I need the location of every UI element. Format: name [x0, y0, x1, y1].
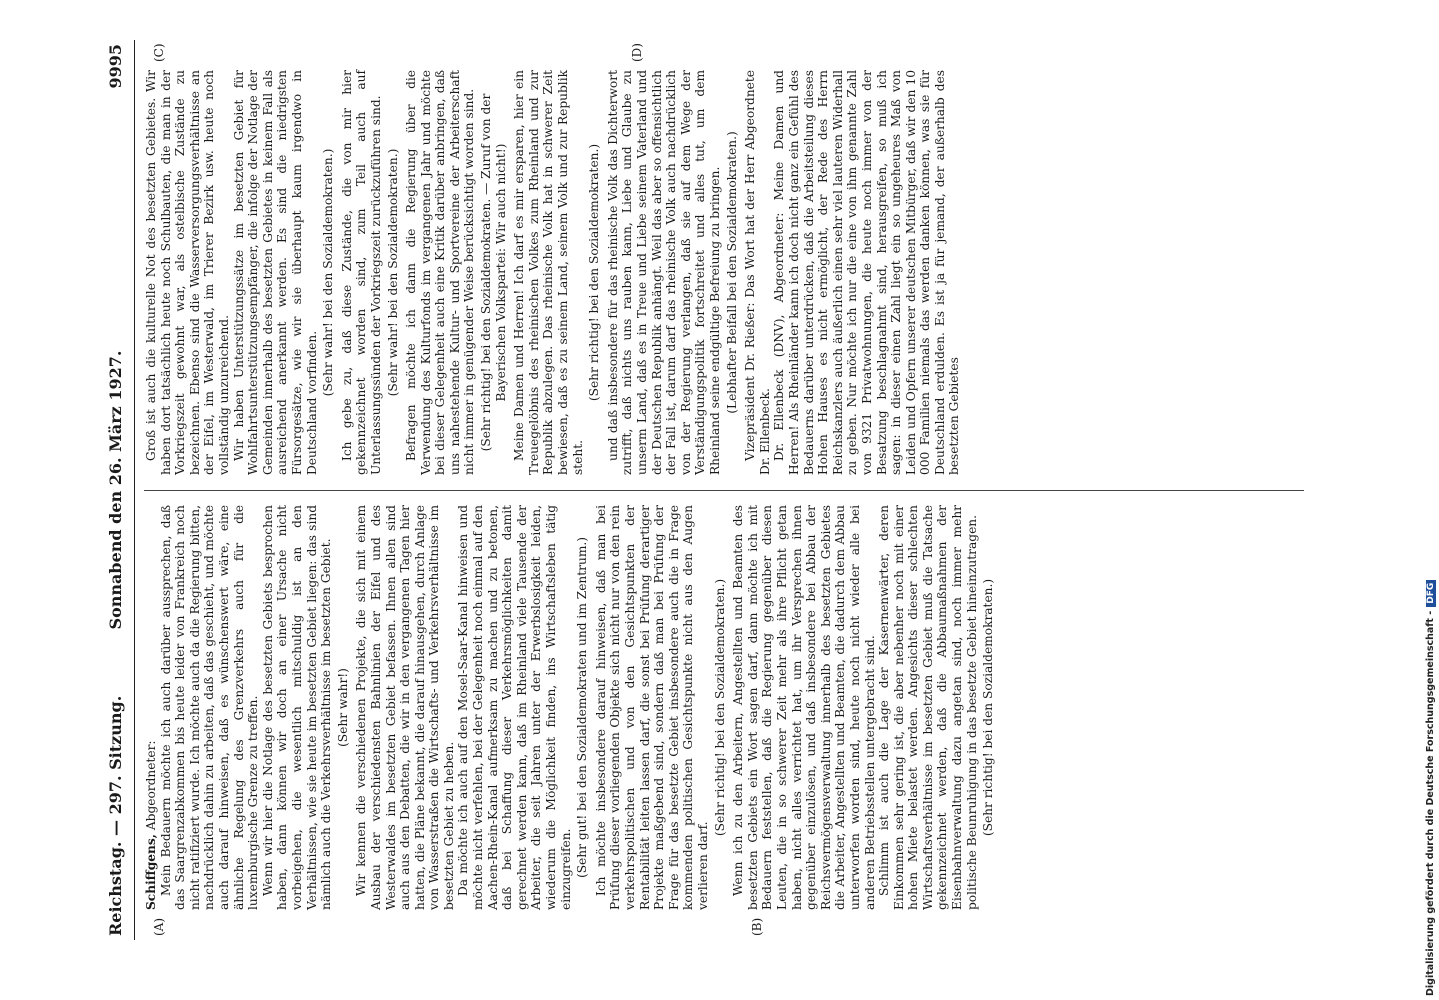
interjection: (Sehr wahr! bei den Sozialdemokraten.): [321, 148, 336, 397]
interjection: (Sehr wahr!): [335, 668, 350, 747]
funding-credit: [1425, 0, 1439, 996]
paragraph: Groß ist auch die kulturelle Not des besetzten Gebietes. Wir haben dort tatsächlich heute noch Schulbauten, die man in der Vorkriegszeit gewohnt war, als ostelbische Zustände zu bezeichnen. Ebenso sind die Wasserversorgungsverhältnisse an der Eifel, im Westerwald, im Trierer Bezirk usw. heute noch vollständig unzureichend.: [144, 70, 231, 475]
speaker-role: Abgeordneter:: [144, 740, 158, 831]
speaker-line: [144, 505, 159, 910]
page-header: [100, 40, 135, 940]
header-session: Reichstag. — 297. Sitzung.: [106, 695, 125, 936]
paragraph: Ich möchte insbesondere darauf hinweisen, daß man bei Prüfung dieser vorliegenden Objekte sich nicht nur von den rein verkehrspolitischen und von den Gesichtspunkten der Rentabilität leiten lassen darf, die sonst bei Prüfung derartiger Projekte maßgebend sind, sondern daß man bei Prüfung der Frage für das besetzte Gebiet insbesondere auch die in Frage kommenden politischen Gesichtspunkte nicht aus den Augen verlieren darf.: [593, 505, 710, 910]
paragraph: Meine Damen und Herren! Ich darf es mir ersparen, hier ein Treuegelöbnis des rheinischen Volkes zum Rheinland und zur Republik abzulegen. Das rheinische Volk hat in schwerer Zeit bewiesen, daß es zu seinem Land, seinem Volk und zur Republik steht.: [512, 70, 585, 475]
paragraph: Befragen möchte ich dann die Regierung über die Verwendung des Kulturfonds im vergangenen Jahr und möchte bei dieser Gelegenheit auch eine Kritik darüber anbringen, daß uns nahestehende Kultur- und Sportvereine der Arbeiterschaft nicht immer in genügender Weise berücksichtigt worden sind.: [404, 70, 477, 475]
left-text-column: [144, 505, 1314, 910]
interjection: (Sehr gut! bei den Sozialdemokraten und im Zentrum.): [575, 536, 590, 879]
paragraph: Dr. Ellenbeck (DNV), Abgeordneter: Meine Damen und Herren! Als Rheinländer kann ich doch nicht ganz ein Gefühl des Bedauerns darüber unterdrücken, daß die Arbeitsteilung dieses Hohen Hauses es nicht ermöglicht, der Rede des Herrn Reichskanzlers auch äußerlich einen sehr viel lauteren Widerhall zu geben. Nur möchte ich nur die eine von ihm genannte Zahl von 9321 Privatwohnungen, die heute noch immer von der Besatzung beschlagnahmt sind, herausgreifen, so muß ich sagen: in dieser einen Zahl liegt ein so ungeheures Maß von Leiden und Opfern unserer deutschen Mitbürger, daß wir den 10 000 Familien niemals das werden danken können, was sie für Deutschland erdulden. Es ist ja für jemand, der außerhalb des besetzten Gebietes: [772, 70, 962, 475]
interjection: (Sehr wahr! bei den Sozialdemokraten.): [385, 148, 400, 397]
paragraph: Da möchte ich auch auf den Mosel-Saar-Kanal hinweisen und möchte nicht verfehlen, bei der Gelegenheit noch einmal auf den Aachen-Rhein-Kanal aufmerksam zu machen und zu betonen, daß bei Schaffung dieser Verkehrsmöglichkeiten damit gerechnet werden kann, daß im Rheinland viele Tausende der Arbeiter, die seit Jahren unter der Erwerbslosigkeit leiden, wiederum die Möglichkeit finden, ins Wirtschaftsleben tätig einzugreifen.: [456, 505, 573, 910]
interjection: (Sehr richtig! bei den Sozialdemokraten.): [712, 578, 727, 837]
paragraph: Wir kennen die verschiedenen Projekte, die sich mit einem Ausbau der verschiedensten Bahnlinien der Eifel und des Westerwaldes im besetzten Gebiet befassen. Ihnen allen sind auch aus den Debatten, die wir in den vergangenen Tagen hier hatten, die Pläne bekannt, die darauf hinausgehen, durch Anlage von Wasserstraßen die Wirtschafts- und Verkehrsverhältnisse im besetzten Gebiet zu heben.: [354, 505, 456, 910]
section-marker-c: (C): [152, 43, 166, 62]
right-text-column: [144, 70, 1314, 475]
section-marker-d: (D): [630, 43, 644, 62]
paragraph: Schlimm ist auch die Lage der Kasernenwärter, deren Einkommen sehr gering ist, die aber nebenher noch mit einer hohen Miete belastet werden. Angesichts dieser schlechten Wirtschaftsverhältnisse im besetzten Gebiet muß die Tatsache gekennzeichnet werden, daß die Abbaumaßnahmen der Eisenbahnverwaltung dazu angetan sind, noch immer mehr politische Beunruhigung in das besetzte Gebiet hineinzutragen.: [877, 505, 979, 910]
column-divider: [144, 490, 1304, 491]
paragraph: Wir haben Unterstützungssätze im besetzten Gebiet für Wohlfahrtsunterstützungsempfänger, die infolge der Notlage der Gemeinden innerhalb des besetzten Gebietes in keinem Fall als ausreichend anerkannt werden. Es sind die niedrigsten Fürsorgesätze, wie wir sie überhaupt kaum irgendwo in Deutschland vorfinden.: [231, 70, 319, 475]
interjection: (Sehr richtig! bei den Sozialdemokraten. — Zuruf von der Bayerischen Volkspartei: Wir auch nicht!): [479, 93, 508, 452]
paragraph: Mein Bedauern möchte ich auch darüber aussprechen, daß das Saargrenzabkommen bis heute leider von Frankreich noch nicht ratifiziert wurde. Ich möchte auch da die Regierung bitten, nachdrücklich dahin zu arbeiten, daß das geschieht, und möchte auch darauf hinweisen, daß es wünschenswert wäre, eine ähnliche Regelung des Grenzverkehrs auch für die luxemburgische Grenze zu treffen.: [158, 505, 261, 910]
interjection: (Sehr richtig! bei den Sozialdemokraten.): [587, 143, 602, 402]
dfg-logo: DFG: [1426, 580, 1436, 607]
interjection: (Lebhafter Beifall bei den Sozialdemokraten.): [724, 131, 739, 414]
section-marker-a: (A): [152, 917, 166, 936]
paragraph: Wenn wir hier die Notlage des besetzten Gebiets besprochen haben, dann können wir doch an einer Ursache nicht vorbeigehen, die wesentlich mitschuldig ist an den Verhältnissen, wie sie heute im besetzten Gebiet liegen: das sind nämlich auch die Verkehrsverhältnisse im besetzten Gebiet.: [260, 505, 334, 910]
paragraph: und daß insbesondere für das rheinische Volk das Dichterwort zutrifft, daß nichts uns rauben kann, Liebe und Glaube zu unserm Land, daß es in Treue und Liebe seinem Vaterland und der Deutschen Republik anhängt. Weil das aber so offensichtlich der Fall ist, darum darf das rheinische Volk auch nachdrücklich von der Regierung verlangen, daß sie auf dem Wege der Verständigungspolitik fortschreitet und alles tut, um dem Rheinland seine endgültige Befreiung zu bringen.: [605, 70, 722, 475]
speaker-name: Schiffgens,: [144, 834, 158, 910]
section-marker-b: (B): [750, 917, 764, 936]
header-date: Sonnabend den 26. März 1927.: [106, 350, 125, 630]
rotated-document-page: [100, 40, 1320, 940]
paragraph: Wenn ich zu den Arbeitern, Angestellten und Beamten des besetzten Gebiets ein Wort sagen darf, dann möchte ich mit Bedauern feststellen, daß die Regierung gegenüber diesen Leuten, die in so schwerer Zeit mehr als ihre Pflicht getan haben, nicht alles verrichtet hat, um ihr Versprechen ihnen gegenüber einzulösen, und daß insbesondere bei Abbau der Reichsvermögensverwaltung innerhalb des besetzten Gebietes die Arbeiter, Angestellten und Beamten, die dadurch dem Abbau unterworfen worden sind, heute noch nicht wieder alle bei anderen Betriebsstellen untergebracht sind.: [731, 505, 877, 910]
interjection: (Sehr richtig! bei den Sozialdemokraten.): [981, 578, 996, 837]
funding-credit-text: Digitalisierung gefördert durch die Deutsche Forschungsgemeinschaft -: [1425, 610, 1436, 996]
paragraph: Vizepräsident Dr. Rießer: Das Wort hat der Herr Abgeordnete Dr. Ellenbeck.: [743, 70, 772, 475]
paragraph: Ich gebe zu, daß diese Zustände, die von mir hier gekennzeichnet worden sind, zum Teil auch auf Unterlassungssünden der Vorkriegszeit zurückzuführen sind.: [339, 70, 383, 475]
page-number: 9995: [106, 44, 125, 89]
